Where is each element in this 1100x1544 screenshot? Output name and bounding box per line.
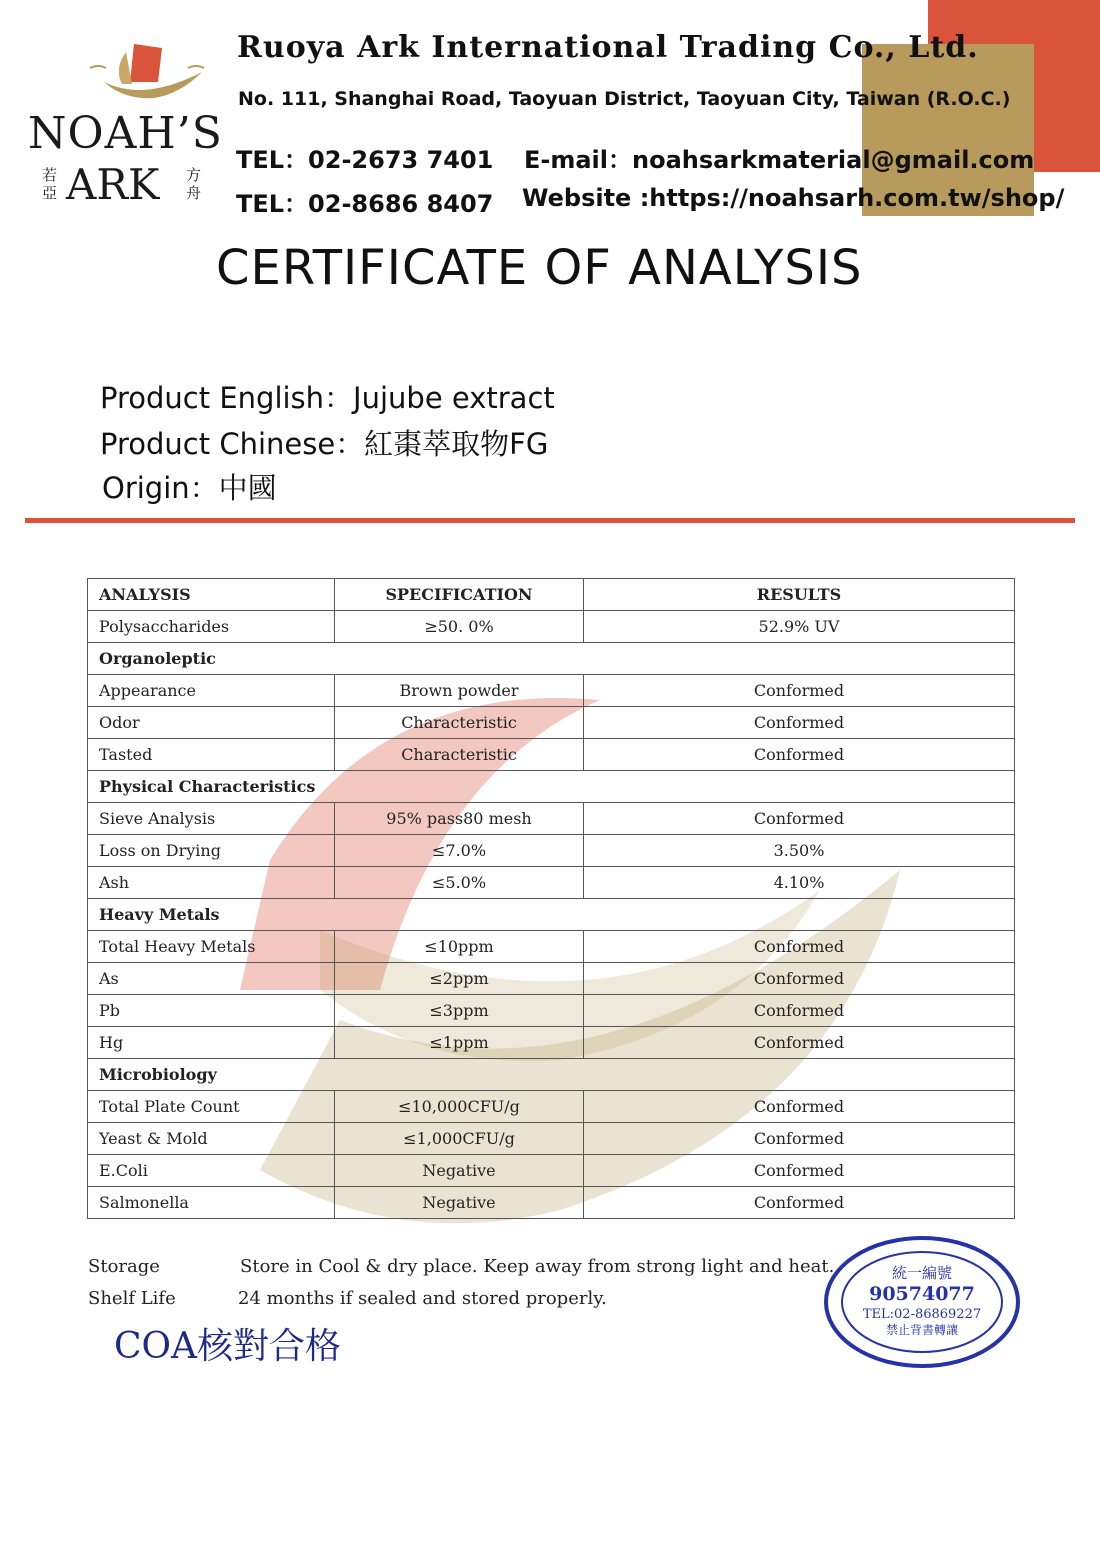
specification-cell: ≤10ppm bbox=[335, 931, 584, 963]
divider bbox=[25, 518, 1075, 523]
specification-cell: ≥50. 0% bbox=[335, 611, 584, 643]
table-section-row bbox=[88, 771, 1015, 803]
result-cell: 4.10% bbox=[584, 867, 1015, 899]
section-title: Heavy Metals bbox=[88, 899, 1015, 931]
coa-approval-note: COA核對合格 bbox=[114, 1326, 342, 1367]
result-cell: Conformed bbox=[584, 963, 1015, 995]
analysis-cell: Salmonella bbox=[88, 1187, 335, 1219]
analysis-cell: Pb bbox=[88, 995, 335, 1027]
specification-cell: Brown powder bbox=[335, 675, 584, 707]
table-row bbox=[88, 1187, 1015, 1219]
seal-line-4: 禁止背書轉讓 bbox=[885, 1323, 959, 1337]
company-address: No. 111, Shanghai Road, Taoyuan District, Taoyuan City, Taiwan (R.O.C.) bbox=[238, 88, 1011, 110]
email[interactable]: E-mail：noahsarkmaterial@gmail.com bbox=[524, 146, 1035, 174]
specification-cell: Negative bbox=[335, 1187, 584, 1219]
specification-cell: ≤2ppm bbox=[335, 963, 584, 995]
col-results: RESULTS bbox=[584, 579, 1015, 611]
product-origin: Origin：中國 bbox=[102, 471, 277, 505]
table-row bbox=[88, 675, 1015, 707]
table-row bbox=[88, 963, 1015, 995]
company-name: Ruoya Ark International Trading Co., Ltd. bbox=[237, 30, 979, 65]
result-cell: Conformed bbox=[584, 739, 1015, 771]
table-section-row bbox=[88, 643, 1015, 675]
shelf-life-label: Shelf Life bbox=[88, 1288, 176, 1309]
section-title: Organoleptic bbox=[88, 643, 1015, 675]
seal-line-3: TEL:02-86869227 bbox=[862, 1307, 982, 1322]
table-row bbox=[88, 1123, 1015, 1155]
result-cell: Conformed bbox=[584, 803, 1015, 835]
specification-cell: Characteristic bbox=[335, 739, 584, 771]
company-seal bbox=[822, 1234, 1022, 1370]
specification-cell: Characteristic bbox=[335, 707, 584, 739]
table-header-row bbox=[88, 579, 1015, 611]
document-title: CERTIFICATE OF ANALYSIS bbox=[216, 240, 863, 296]
tel-1: TEL：02-2673 7401 bbox=[236, 146, 494, 174]
product-english: Product English：Jujube extract bbox=[100, 381, 555, 415]
logo-cjk-left: 若亞 bbox=[42, 166, 58, 202]
seal-line-2: 90574077 bbox=[869, 1283, 975, 1305]
storage-label: Storage bbox=[88, 1256, 160, 1277]
product-chinese: Product Chinese：紅棗萃取物FG bbox=[100, 427, 549, 461]
result-cell: Conformed bbox=[584, 1091, 1015, 1123]
analysis-cell: E.Coli bbox=[88, 1155, 335, 1187]
section-title: Physical Characteristics bbox=[88, 771, 1015, 803]
storage-text: Store in Cool & dry place. Keep away from strong light and heat. bbox=[240, 1256, 835, 1277]
result-cell: Conformed bbox=[584, 1027, 1015, 1059]
shelf-life-text: 24 months if sealed and stored properly. bbox=[238, 1288, 607, 1309]
result-cell: Conformed bbox=[584, 1123, 1015, 1155]
seal-line-1: 統一編號 bbox=[891, 1264, 953, 1282]
result-cell: Conformed bbox=[584, 707, 1015, 739]
analysis-cell: Total Heavy Metals bbox=[88, 931, 335, 963]
table-row bbox=[88, 1155, 1015, 1187]
result-cell: Conformed bbox=[584, 995, 1015, 1027]
table-section-row bbox=[88, 1059, 1015, 1091]
analysis-cell: Polysaccharides bbox=[88, 611, 335, 643]
analysis-cell: Ash bbox=[88, 867, 335, 899]
analysis-table bbox=[87, 578, 1015, 1219]
col-specification: SPECIFICATION bbox=[335, 579, 584, 611]
analysis-cell: Odor bbox=[88, 707, 335, 739]
table-section-row bbox=[88, 899, 1015, 931]
section-title: Microbiology bbox=[88, 1059, 1015, 1091]
ship-logo-icon bbox=[84, 38, 214, 108]
table-row bbox=[88, 739, 1015, 771]
table-row bbox=[88, 803, 1015, 835]
logo-wordmark: NOAH’S bbox=[28, 108, 223, 159]
analysis-cell: Hg bbox=[88, 1027, 335, 1059]
table-row bbox=[88, 867, 1015, 899]
analysis-cell: Loss on Drying bbox=[88, 835, 335, 867]
result-cell: Conformed bbox=[584, 1187, 1015, 1219]
analysis-cell: Appearance bbox=[88, 675, 335, 707]
analysis-cell: Tasted bbox=[88, 739, 335, 771]
result-cell: 3.50% bbox=[584, 835, 1015, 867]
result-cell: Conformed bbox=[584, 1155, 1015, 1187]
table-row bbox=[88, 931, 1015, 963]
specification-cell: ≤3ppm bbox=[335, 995, 584, 1027]
analysis-cell: Total Plate Count bbox=[88, 1091, 335, 1123]
website[interactable]: Website :https://noahsarh.com.tw/shop/ bbox=[522, 184, 1065, 212]
company-logo bbox=[26, 38, 226, 218]
specification-cell: Negative bbox=[335, 1155, 584, 1187]
result-cell: 52.9% UV bbox=[584, 611, 1015, 643]
specification-cell: ≤7.0% bbox=[335, 835, 584, 867]
table-row bbox=[88, 995, 1015, 1027]
analysis-cell: Sieve Analysis bbox=[88, 803, 335, 835]
analysis-cell: As bbox=[88, 963, 335, 995]
col-analysis: ANALYSIS bbox=[88, 579, 335, 611]
specification-cell: 95% pass80 mesh bbox=[335, 803, 584, 835]
analysis-cell: Yeast & Mold bbox=[88, 1123, 335, 1155]
table-row bbox=[88, 611, 1015, 643]
specification-cell: ≤1ppm bbox=[335, 1027, 584, 1059]
result-cell: Conformed bbox=[584, 931, 1015, 963]
specification-cell: ≤10,000CFU/g bbox=[335, 1091, 584, 1123]
logo-wordmark-sub: ARK bbox=[66, 160, 160, 209]
result-cell: Conformed bbox=[584, 675, 1015, 707]
table-row bbox=[88, 1091, 1015, 1123]
logo-cjk-right: 方舟 bbox=[186, 166, 202, 202]
specification-cell: ≤1,000CFU/g bbox=[335, 1123, 584, 1155]
table-row bbox=[88, 1027, 1015, 1059]
specification-cell: ≤5.0% bbox=[335, 867, 584, 899]
table-row bbox=[88, 835, 1015, 867]
table-body bbox=[88, 611, 1015, 1219]
tel-2: TEL：02-8686 8407 bbox=[236, 190, 494, 218]
table-row bbox=[88, 707, 1015, 739]
